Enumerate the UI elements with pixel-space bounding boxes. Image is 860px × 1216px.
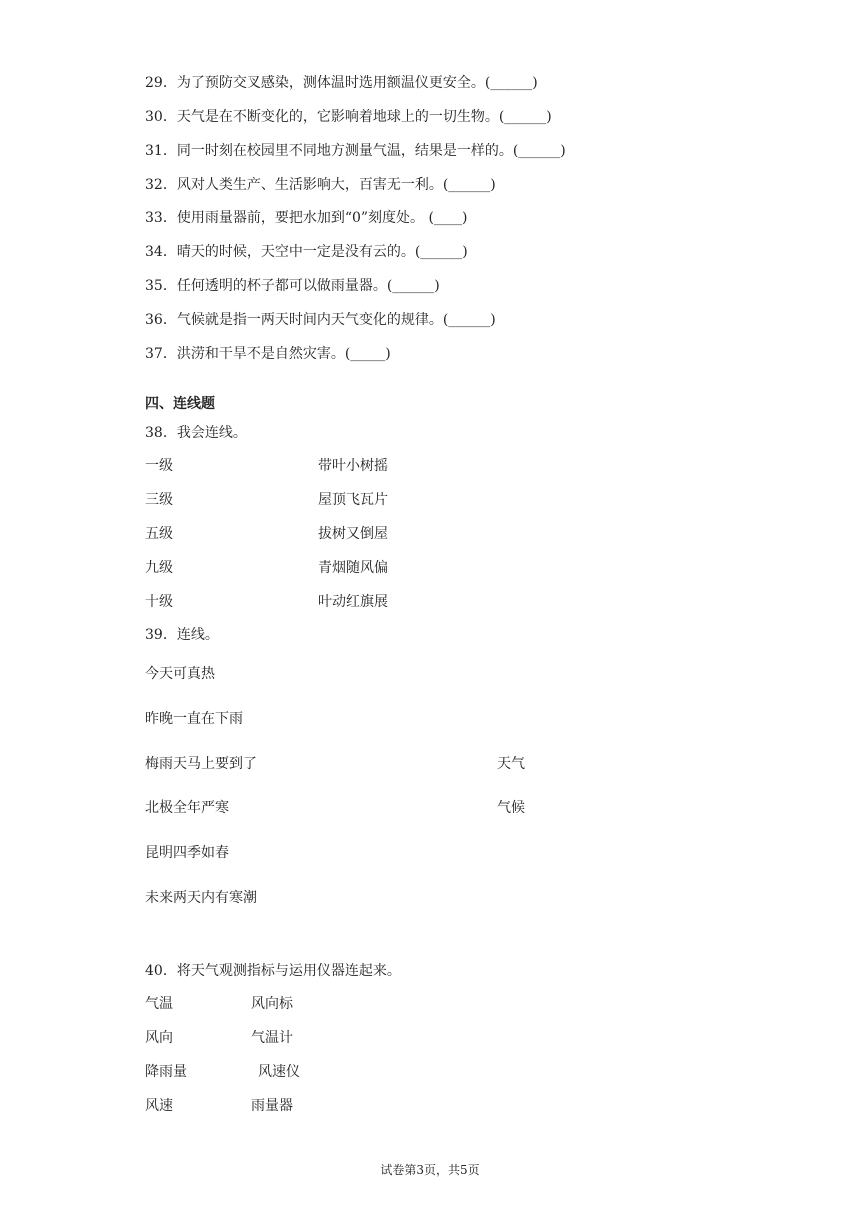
judgment-item-33: 33．使用雨量器前，要把水加到“0”刻度处。 (____) <box>145 210 468 226</box>
matching-left-item: 今天可真热 <box>145 666 215 682</box>
matching-left-item: 降雨量 <box>145 1064 187 1080</box>
matching-right-item: 气候 <box>497 800 525 816</box>
judgment-item-37: 37．洪涝和干旱不是自然灾害。(_____) <box>145 346 391 362</box>
matching-left-item: 五级 <box>145 526 173 542</box>
matching-right-item: 气温计 <box>251 1030 293 1046</box>
judgment-item-31: 31．同一时刻在校园里不同地方测量气温，结果是一样的。(______) <box>145 143 566 159</box>
judgment-item-34: 34．晴天的时候，天空中一定是没有云的。(______) <box>145 244 468 260</box>
matching-right-item: 屋顶飞瓦片 <box>318 492 388 508</box>
matching-left-item: 十级 <box>145 594 173 610</box>
question-title: 40．将天气观测指标与运用仪器连起来。 <box>145 963 401 979</box>
matching-left-item: 北极全年严寒 <box>145 800 229 816</box>
matching-left-item: 未来两天内有寒潮 <box>145 890 257 906</box>
question-title: 39．连线。 <box>145 627 219 643</box>
matching-right-item: 带叶小树摇 <box>318 458 388 474</box>
matching-left-item: 风向 <box>145 1030 173 1046</box>
page-footer: 试卷第3页，共5页 <box>380 1163 480 1177</box>
judgment-item-29: 29．为了预防交叉感染，测体温时选用额温仪更安全。(______) <box>145 75 538 91</box>
judgment-item-30: 30．天气是在不断变化的，它影响着地球上的一切生物。(______) <box>145 109 552 125</box>
matching-left-item: 昨晚一直在下雨 <box>145 711 243 727</box>
matching-right-item: 雨量器 <box>251 1098 293 1114</box>
matching-right-item: 拔树又倒屋 <box>318 526 388 542</box>
matching-right-item: 风速仪 <box>258 1064 300 1080</box>
matching-left-item: 梅雨天马上要到了 <box>145 756 257 772</box>
matching-left-item: 九级 <box>145 560 173 576</box>
judgment-item-32: 32．风对人类生产、生活影响大，百害无一利。(______) <box>145 177 496 193</box>
question-title: 38．我会连线。 <box>145 425 247 441</box>
matching-left-item: 三级 <box>145 492 173 508</box>
matching-left-item: 风速 <box>145 1098 173 1114</box>
judgment-item-36: 36．气候就是指一两天时间内天气变化的规律。(______) <box>145 312 496 328</box>
matching-right-item: 天气 <box>497 756 525 772</box>
matching-left-item: 一级 <box>145 458 173 474</box>
matching-left-item: 昆明四季如春 <box>145 845 229 861</box>
judgment-item-35: 35．任何透明的杯子都可以做雨量器。(______) <box>145 278 440 294</box>
section-heading: 四、连线题 <box>145 396 215 412</box>
matching-right-item: 风向标 <box>251 996 293 1012</box>
matching-right-item: 叶动红旗展 <box>318 594 388 610</box>
matching-left-item: 气温 <box>145 996 173 1012</box>
matching-right-item: 青烟随风偏 <box>318 560 388 576</box>
